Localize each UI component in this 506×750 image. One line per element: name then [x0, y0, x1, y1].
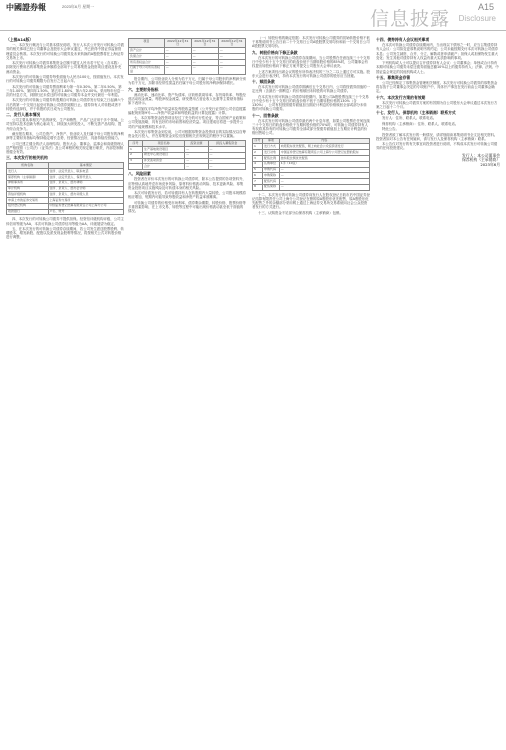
body-paragraph: 下列机构或人士可以提议召开债券持有人会议：公司董事会；单独或合计持有本期可转换公司债券未偿还债券面值总额10%以上的债券持有人；法律、法规、中国证监会规定的其他机构或人士。	[376, 61, 499, 74]
table-header-cell: 2020年12月31日	[218, 39, 245, 48]
table-cell: 资信评级机构	[7, 192, 49, 198]
table-cell: —	[164, 48, 191, 54]
table-cell: 8	[253, 184, 263, 190]
table-cell: 归属于母公司所有者权益	[129, 65, 165, 74]
table-cell: 发行对象	[263, 150, 280, 156]
table-cell: 6	[253, 173, 263, 179]
table-cell: 负债合计	[129, 54, 165, 60]
table-cell: 7	[253, 179, 263, 185]
table-cell: —	[218, 59, 245, 65]
table-cell: 补充流动资金	[143, 158, 185, 164]
table-cell: 按持股比例优先配售	[279, 155, 369, 161]
table-cell: —	[185, 147, 208, 153]
table-cell: —	[279, 167, 369, 173]
section-heading: 十六、本次发行方案的有效期	[376, 94, 426, 100]
table-cell: —	[185, 164, 208, 170]
table-cell: —	[279, 173, 369, 179]
table-cell: —	[164, 54, 191, 60]
section-heading: 八、风险因素	[128, 171, 151, 177]
table-cell: —	[279, 184, 369, 190]
body-paragraph: 在本次发行的可转换公司债券期满后五个交易日内，公司将按债券面值的一定比例（含最后一期利息）的价格赎回未转股的可转换公司债券。	[252, 85, 370, 94]
table-cell: —	[218, 65, 245, 74]
table-cell: 2	[129, 152, 143, 158]
table-header-cell: 基本情况	[48, 163, 123, 169]
body-paragraph: 本次发行募集资金到位前，公司可根据募集资金投资项目的实际情况以自筹资金先行投入，并在募集资金到位后按照相关法规规定的程序予以置换。	[128, 129, 246, 139]
body-paragraph: 十三、认购资金不足部分由保荐机构（主承销商）包销。	[258, 210, 343, 215]
table-cell: 配售简称	[263, 184, 280, 190]
table-cell: —	[191, 54, 218, 60]
body-paragraph: 十二、本次发行的可转换公司债券向发行人在股权登记日收市后中国证券登记结算有限责任公司上海分公司登记在册的原A股股东优先配售，原A股股东优先配售之外的余额部分采用网上通过上海证券交易所交易系统向社会公众投资者发行的方式进行。	[252, 192, 370, 210]
body-paragraph: 上述方案须经出席会议的股东所持表决权的三分之二以上通过方可实施。股东大会进行表决时，持有本次发行的可转换公司债券的股东应当回避。	[252, 69, 370, 78]
table-header-cell: 序号	[253, 138, 263, 144]
table-header-cell: 事项	[263, 138, 280, 144]
body-paragraph: 公司已经制定了募集资金管理相关制度。本次发行可转换公司债券的募集资金将存放于公司董事会决定的专项账户中，具体开户事宜在发行前由公司董事会确定。	[376, 81, 498, 94]
table-cell: 资产总计	[129, 48, 165, 54]
section-heading: 十七、发行人、保荐机构（主承销商）联系方式	[376, 110, 456, 116]
body-paragraph: 流动比率、速动比率、资产负债率、应收账款周转率、存货周转率、每股经营活动现金流量、每股净现金流量、研发费用占营业收入比重等主要财务指标如下表所示。	[128, 92, 246, 106]
body-paragraph: 本次发行的可转换公司债券每张面值为人民币100元，按面值发行。本次发行的可转换公司债券期限为自发行之日起六年。	[6, 75, 124, 84]
table-header-cell: 内容	[279, 138, 369, 144]
table-cell: 住所、负责人、经办律师	[48, 180, 123, 186]
section-title-english: Disclosure	[458, 14, 496, 23]
table-cell: 中国证券登记结算有限责任公司上海分公司	[48, 203, 123, 209]
table-cell: —	[208, 147, 245, 153]
table-cell: —	[218, 54, 245, 60]
table-cell: 2	[253, 150, 263, 156]
table-cell: 审计机构	[7, 186, 49, 192]
body-paragraph: 本次发行的可转换公司债券转股期自可转换公司债券发行结束之日起满六个月后的第一个交易日起至可转换公司债券到期日止。债券持有人对转股或者不转股有选择权，并于转股的次日成为公司股东。	[6, 98, 124, 111]
page-number: A15	[477, 2, 494, 12]
table-row	[7, 209, 124, 215]
table-cell: 住所、法定代表人、保荐代表人	[48, 174, 123, 180]
body-paragraph: 公司已建立健全的法人治理结构，股东大会、董事会、监事会和高级管理人员严格按照《公司法》《证券法》及公司章程的相关规定履行职责，内部控制制度健全有效。	[6, 141, 124, 154]
table-cell: 住所、负责人、经办会计师	[48, 186, 123, 192]
section-heading: 二、发行人基本情况	[6, 112, 41, 117]
body-paragraph: 特此公告。	[382, 127, 399, 132]
table-cell: 律师事务所	[7, 180, 49, 186]
body-paragraph: 截至报告期末，公司总资产、净资产、营业收入及归属于母公司股东的净利润等主要财务指标均保持稳定增长态势，经营情况良好，具备持续经营能力。	[6, 132, 124, 141]
signature-block	[376, 154, 500, 168]
body-paragraph: 在本次可转换公司债券存续期间内，当出现以下情形之一时，应当召集债券持有人会议：公司拟变更募集说明书的约定；公司未能按期支付本次可转换公司债券本息；公司发生减资、合并、分立、解散或者申请破产；担保人或担保物发生重大变化；发生其他对债券持有人权益有重大实质影响的事项。	[376, 43, 499, 60]
body-paragraph: 本次可转债发行后，若可转债持有人在转股期内大量转股，公司股本规模将相应增加，短期内可能导致每股收益和净资产收益率被摊薄。	[128, 191, 246, 200]
table-header-cell: 序号	[129, 141, 143, 147]
table-row	[129, 65, 246, 74]
body-paragraph: 本次发行的可转换公司债券票面利率为第一年0.30%、第二年0.50%、第三年1.00%、第四年1.50%、第五年1.80%、第六年2.00%。采用每年付息一次的付息方式，到期归还未偿还的可转换公司债券本金并支付最后一年利息。	[6, 84, 124, 97]
table-cell: 研发中心建设项目	[143, 152, 185, 158]
table-cell: —	[208, 164, 245, 170]
table-cell: 合计	[143, 164, 185, 170]
table-cell: 生产基地建设项目	[143, 147, 185, 153]
table-header-cell: 机构名称	[7, 163, 49, 169]
table-cell: 发行方式	[263, 144, 280, 150]
signature-line: 保荐机构（主承销商）	[462, 157, 500, 163]
page-header	[0, 0, 506, 31]
table-cell: —	[191, 59, 218, 65]
table-cell: —	[218, 48, 245, 54]
dateline: 2023年6月 星期一	[62, 4, 95, 9]
body-paragraph: 五、在本次发行的可转换公司债券存续期间，若公司发生派送股票股利、转增股本、增发新股、配股以及派发现金股利等情况，将按相关公式对转股价格进行调整。	[6, 227, 124, 240]
table-row	[253, 184, 370, 190]
table-cell: 中国证券登记结算有限责任公司上海分公司登记在册的股东	[279, 150, 369, 156]
body-paragraph: 发行人：住所、联系人、联系电话。	[382, 116, 437, 121]
column-2	[128, 36, 246, 742]
section-heading: 六、主要财务指标	[128, 86, 159, 92]
table-header-cell: 项目名称	[143, 141, 185, 147]
table-header-cell: 项目	[129, 39, 165, 48]
table-cell: —	[164, 65, 191, 74]
table-cell: 认购单位	[263, 161, 280, 167]
section-heading: 十五、募集资金存管	[376, 74, 411, 80]
table-cell: 户名、账号	[48, 209, 123, 215]
data-table	[128, 140, 246, 170]
table-cell: 4	[253, 161, 263, 167]
body-paragraph: 本次发行可转换公司债券募集资金总额不超过人民币若干亿元（含本数），扣除发行费用后的募集资金净额将全部用于公司募集资金投资项目建设及补充流动资金。	[6, 61, 124, 74]
body-paragraph: 四、本次发行的可转换公司债券不提供担保。经资信评级机构评级，公司主体信用等级为AA，本次可转换公司债券信用等级为AA，评级展望为稳定。	[6, 217, 124, 226]
table-row	[129, 164, 246, 170]
section-heading: 十四、债券持有人会议相关事项	[376, 37, 430, 42]
section-title: 信息披露	[370, 8, 451, 30]
table-cell: 3	[129, 158, 143, 164]
body-paragraph: 公司主要从事相关产品的研发、生产和销售，产品广泛应用于多个领域。公司坚持以技术创新为核心驱动力，持续加大研发投入，不断完善产品结构，提升综合竞争力。	[6, 118, 124, 131]
column-3	[252, 36, 370, 742]
body-paragraph: 在本次发行的可转换公司债券最后两个计息年度，如果公司股票在任何连续三十个交易日的收盘价格低于当期转股价格的70%时，可转换公司债券持有人有权将其持有的可转换公司债券全部或部分按债券面值加上当期应计利息的价格回售给公司。	[252, 118, 370, 136]
body-paragraph: 保荐机构（主承销商）：住所、联系人、联系电话。	[382, 121, 459, 126]
section-heading: 十一、回售条款	[252, 112, 279, 118]
section-heading: 九、转股价格向下修正条款	[252, 49, 298, 55]
body-paragraph: 七、本次募集资金投资项目经过了充分的可行性论证，符合国家产业政策和公司发展战略，具有良好的市场前景和经济效益。项目建成后将进一步提升公司的产能规模和技术水平。	[128, 116, 246, 129]
table-header-row	[129, 39, 246, 48]
body-paragraph: 本公告仅对发行的有关事宜向投资者进行说明，不构成本次发行可转换公司债券的任何投资建议。	[376, 142, 498, 151]
section-heading: 三、本次发行的相关机构	[6, 155, 48, 161]
table-cell: —	[185, 152, 208, 158]
section-heading: （上接A14版）	[6, 37, 34, 42]
section-heading: 十、赎回条款	[252, 79, 275, 85]
body-paragraph: 在本次发行的可转换公司债券存续期间，当公司股票在任意连续三十个交易日中至少有十五个交易日的收盘价低于当期转股价格的85%时，公司董事会有权提出转股价格向下修正方案并提交公司股东大会审议表决。	[252, 55, 370, 69]
table-cell: 发行人	[7, 169, 49, 175]
table-cell: 住所、法定代表人、联系电话	[48, 169, 123, 175]
column-4	[376, 36, 500, 742]
table-cell: 收款银行	[7, 209, 49, 215]
body-paragraph: 投资者在评价本次发行的可转换公司债券时，除本公告提供的各项资料外，应特别认真地考虑市场竞争风险、原材料价格波动风险、技术更新风险、募集资金投资项目实施风险及可转债本身的相关风险。	[128, 177, 246, 190]
body-paragraph: 可转换公司债券的价格受市场利率、债券剩余期限、转股价格、股票价格等多重因素影响，在上市交易、转股等过程中可能出现价格波动甚至低于面值的情况。	[128, 200, 246, 214]
table-header-cell: 2021年12月31日	[191, 39, 218, 48]
table-cell: —	[164, 59, 191, 65]
data-table	[6, 162, 124, 215]
table-cell: 股份登记机构	[7, 203, 49, 209]
table-cell: 1	[253, 144, 263, 150]
body-paragraph: 一、本次发行概况与公司基本情况说明，发行人本次公开发行可转换公司债券的相关事项已经公司董事会及股东大会审议通过，并已获得中国证券监督管理委员会核准。本次发行的可转换公司债券及未来转换的A股股票将在上海证券交易所上市。	[6, 43, 124, 60]
data-table	[252, 138, 370, 191]
table-header-cell: 拟投入募集资金	[208, 141, 245, 147]
table-cell: —	[185, 158, 208, 164]
table-cell: —	[279, 179, 369, 185]
table-cell: 3	[253, 155, 263, 161]
table-header-cell: 2022年12月31日	[164, 39, 191, 48]
table-cell: 申购简称	[263, 173, 280, 179]
table-cell: 申请上市的证券交易所	[7, 198, 49, 204]
table-cell: 1	[129, 147, 143, 153]
table-cell: 向原股东优先配售，网上向社会公众投资者发行	[279, 144, 369, 150]
table-cell: 配售比例	[263, 155, 280, 161]
body-paragraph: 报告期内，公司营业收入分别为若干万元，归属于母公司股东的净利润分别为若干万元，扣除非经常性损益后归属于母公司股东的净利润保持增长。	[128, 77, 246, 86]
table-cell: 住所、负责人、经办评级人员	[48, 192, 123, 198]
column-1	[6, 36, 124, 742]
table-cell: 上海证券交易所	[48, 198, 123, 204]
body-paragraph: 在本次发行的可转换公司债券转股期内，如果公司A股股票连续三十个交易日中至少有十五个交易日的收盘价格不低于当期转股价格的130%（含130%），公司有权按照债券面值加当期应计利息的价格赎回全部或部分未转股的可转换公司债券。	[252, 94, 369, 112]
table-cell: —	[191, 48, 218, 54]
table-cell: —	[208, 158, 245, 164]
table-cell: 所有者权益合计	[129, 59, 165, 65]
body-paragraph: （一）转股价格的确定依据：本次发行可转换公司债券的初始转股价格不低于募集说明书公告日前二十个交易日公司A股股票交易均价和前一个交易日公司A股股票交易均价。	[252, 36, 370, 49]
table-cell: 配售代码	[263, 179, 280, 185]
table-cell: 保荐机构（主承销商）	[7, 174, 49, 180]
table-cell: 申购代码	[263, 167, 280, 173]
table-header-cell: 投资总额	[185, 141, 208, 147]
table-cell: 1手（10张）	[279, 161, 369, 167]
table-cell: —	[208, 152, 245, 158]
body-paragraph: 本次发行可转换公司债券方案的有效期为自公司股东大会审议通过本次发行方案之日起十二个月。	[376, 100, 498, 110]
signature-line: 2023年6月	[480, 162, 500, 168]
signature-line: 发行人：本公司董事会	[462, 152, 500, 158]
newspaper-masthead: 中國證券報	[6, 2, 46, 12]
body-paragraph: 公司加权平均净资产收益率及每股收益按照《公开发行证券的公司信息披露编报规则第9号——净资产收益率和每股收益的计算及披露》计算。	[128, 106, 246, 115]
table-cell	[129, 164, 143, 170]
table-cell: 5	[253, 167, 263, 173]
table-cell: —	[191, 65, 218, 74]
body-paragraph: 投资者欲了解本次发行的一般情况，请详细阅读募集说明书全文及相关资料。投资者如对本公告有任何疑问，请与发行人及保荐机构（主承销商）联系。	[376, 132, 498, 141]
data-table	[128, 38, 246, 75]
